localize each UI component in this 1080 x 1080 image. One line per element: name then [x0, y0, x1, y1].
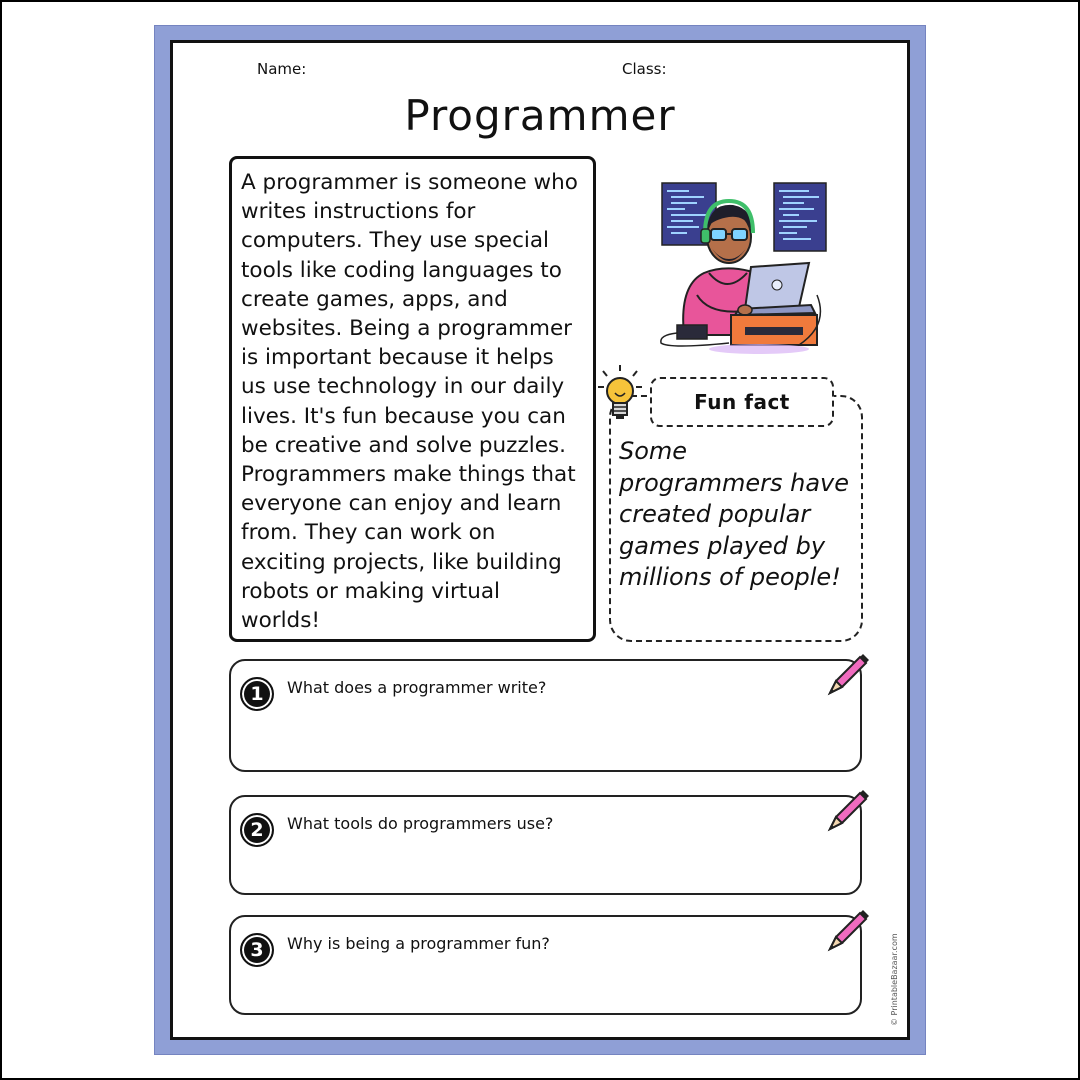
programmer-illustration [649, 175, 829, 355]
lightbulb-icon [597, 363, 643, 425]
question-number-badge: 2 [240, 813, 274, 847]
question-text: Why is being a programmer fun? [287, 934, 550, 953]
site-credit: © PrintableBazaar.com [890, 933, 899, 1026]
question-box-3[interactable] [229, 915, 862, 1015]
question-box-2[interactable] [229, 795, 862, 895]
pencil-icon [820, 787, 872, 839]
question-box-1[interactable] [229, 659, 862, 772]
reading-passage: A programmer is someone who writes instructions for computers. They use special tools like coding languages to create games, apps, and websites. Being a programmer is important because it helps us use technology in our daily lives. It's fun because you can be creative and solve puzzles. Programmers make things that everyone can enjoy and learn from. They can work on exciting projects, like building robots or making virtual worlds! [229, 156, 596, 642]
question-text: What tools do programmers use? [287, 814, 554, 833]
fun-fact-heading: Fun fact [650, 377, 834, 427]
class-label: Class: [622, 60, 667, 78]
worksheet-page [170, 40, 910, 1040]
page-title: Programmer [404, 91, 676, 140]
name-label: Name: [257, 60, 307, 78]
pencil-icon [820, 907, 872, 959]
question-number-badge: 1 [240, 677, 274, 711]
pencil-icon [820, 651, 872, 703]
question-number-badge: 3 [240, 933, 274, 967]
question-text: What does a programmer write? [287, 678, 547, 697]
fun-fact-text: Some programmers have created popular games played by millions of people! [619, 437, 850, 591]
